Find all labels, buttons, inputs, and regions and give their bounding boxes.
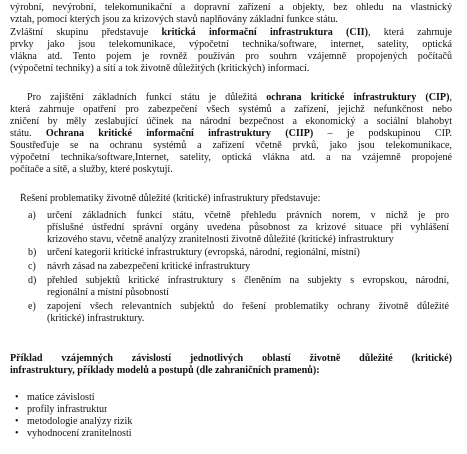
- list-marker: c): [28, 261, 36, 272]
- example-item: metodologie analýzy rizik: [27, 416, 133, 427]
- list-item-a-line1: určení základních funkcí státu, včetně přehledu právních norem, v nichž je pro: [47, 210, 449, 221]
- list-item-d-line2: regionální a místní působností: [47, 287, 169, 298]
- paragraph3-text: Pro zajištění základních funkcí státu je důležitá: [27, 92, 267, 103]
- list-marker: e): [28, 301, 36, 312]
- paragraph1-line1: výrobní, nevýrobní, telekomunikační a dopravní zařízení a objekty, bez ohledu na vlastnický: [10, 2, 452, 13]
- list-item-b-line1: určení kategorií kritické infrastruktury (evropská, národní, regionální, místní): [47, 247, 360, 258]
- paragraph3-line4: [10, 128, 452, 140]
- list-item-a-line2: příslušné ústřední správní orgány uvedena působnost za krizové situace při vyhlášení: [47, 222, 449, 233]
- paragraph3-line7: počítače a sítě, a služby, které poskytují.: [10, 164, 173, 175]
- paragraph1-line2: vztah, pomocí kterých jsou za krizových stavů naplňovány základní funkce státu.: [10, 14, 338, 25]
- paragraph3-line1: [27, 92, 452, 104]
- example-item: profily infrastruktur: [27, 404, 108, 415]
- list-marker: b): [28, 247, 37, 258]
- bullet-icon: •: [15, 392, 19, 403]
- paragraph3-text: státu.: [10, 128, 46, 139]
- paragraph3-text: – je podskupinou CIP.: [313, 128, 452, 139]
- paragraph3-line6: výpočetní technika/software,Internet, satelity, optická vlákna atd. a na vzájemně propojené: [10, 152, 452, 163]
- solution-intro: Řešení problematiky životně důležité (kritické) infrastruktury představuje:: [20, 193, 321, 204]
- paragraph3-line3: zničení by měly zeslabující účinek na národní bezpečnost a ekonomický a sociální blahobyt: [10, 116, 452, 127]
- paragraph3-text: ,: [449, 92, 452, 103]
- paragraph2-line2: prvky jako jsou telekomunikace, výpočetní technika/software, internet, satelity, optická: [10, 39, 452, 50]
- paragraph2-line1: [10, 27, 452, 39]
- paragraph3-line5: Soustřeďuje se na ochranu systémů a zařízení včetně prvků, jako jsou telekomunikace,: [10, 140, 452, 151]
- paragraph2-line3: vlákna atd. Tento pojem je rovněž používán pro souhrn vzájemně propojených počítačů: [10, 51, 452, 62]
- section-heading-line2: infrastruktury, příklady modelů a postupů (dle zahraničních pramenů):: [10, 365, 320, 376]
- paragraph2-line4: (výpočetní techniky) a sítí a tok životně důležitých (kritických) informací.: [10, 63, 310, 74]
- list-item-d-line1: přehled subjektů kritické infrastruktury s členěním na subjekty s evropskou, národní,: [47, 275, 449, 286]
- term-ciip: Ochrana kritické informační infrastruktury (CIIP): [45, 128, 314, 139]
- list-marker: d): [28, 275, 37, 286]
- bullet-icon: •: [15, 416, 19, 427]
- paragraph2-text: , která zahrnuje: [367, 27, 452, 38]
- list-item-c-line1: návrh zásad na zabezpečení kritické infrastruktury: [47, 261, 251, 272]
- example-item: vyhodnocení zranitelnosti: [27, 428, 132, 439]
- term-cip: ochrana kritické infrastruktury (CIP): [266, 92, 450, 103]
- section-heading-line1: Příklad vzájemných závislostí jednotlivých oblastí životně důležité (kritické): [10, 353, 452, 364]
- list-marker: a): [28, 210, 36, 221]
- bullet-icon: •: [15, 404, 19, 415]
- paragraph2-text: Zvláštní skupinu představuje: [10, 27, 162, 38]
- example-item: matice závislostí: [27, 392, 95, 403]
- list-item-a-line3: krizového stavu, včetně analýzy zranitelnosti životně důležité (kritické) infrastruktury: [47, 234, 394, 245]
- term-cii: kritická informační infrastruktura (CII): [161, 27, 368, 38]
- list-item-e-line2: (kritické) infrastruktury.: [47, 313, 145, 324]
- list-item-e-line1: zapojení všech relevantních subjektů do řešení problematiky ochrany životně důležité: [47, 301, 449, 312]
- bullet-icon: •: [15, 428, 19, 439]
- paragraph3-line2: která zahrnuje opatření pro zabezpečení všech systémů a zařízení, jejichž nefunkčnost nebo: [10, 104, 452, 115]
